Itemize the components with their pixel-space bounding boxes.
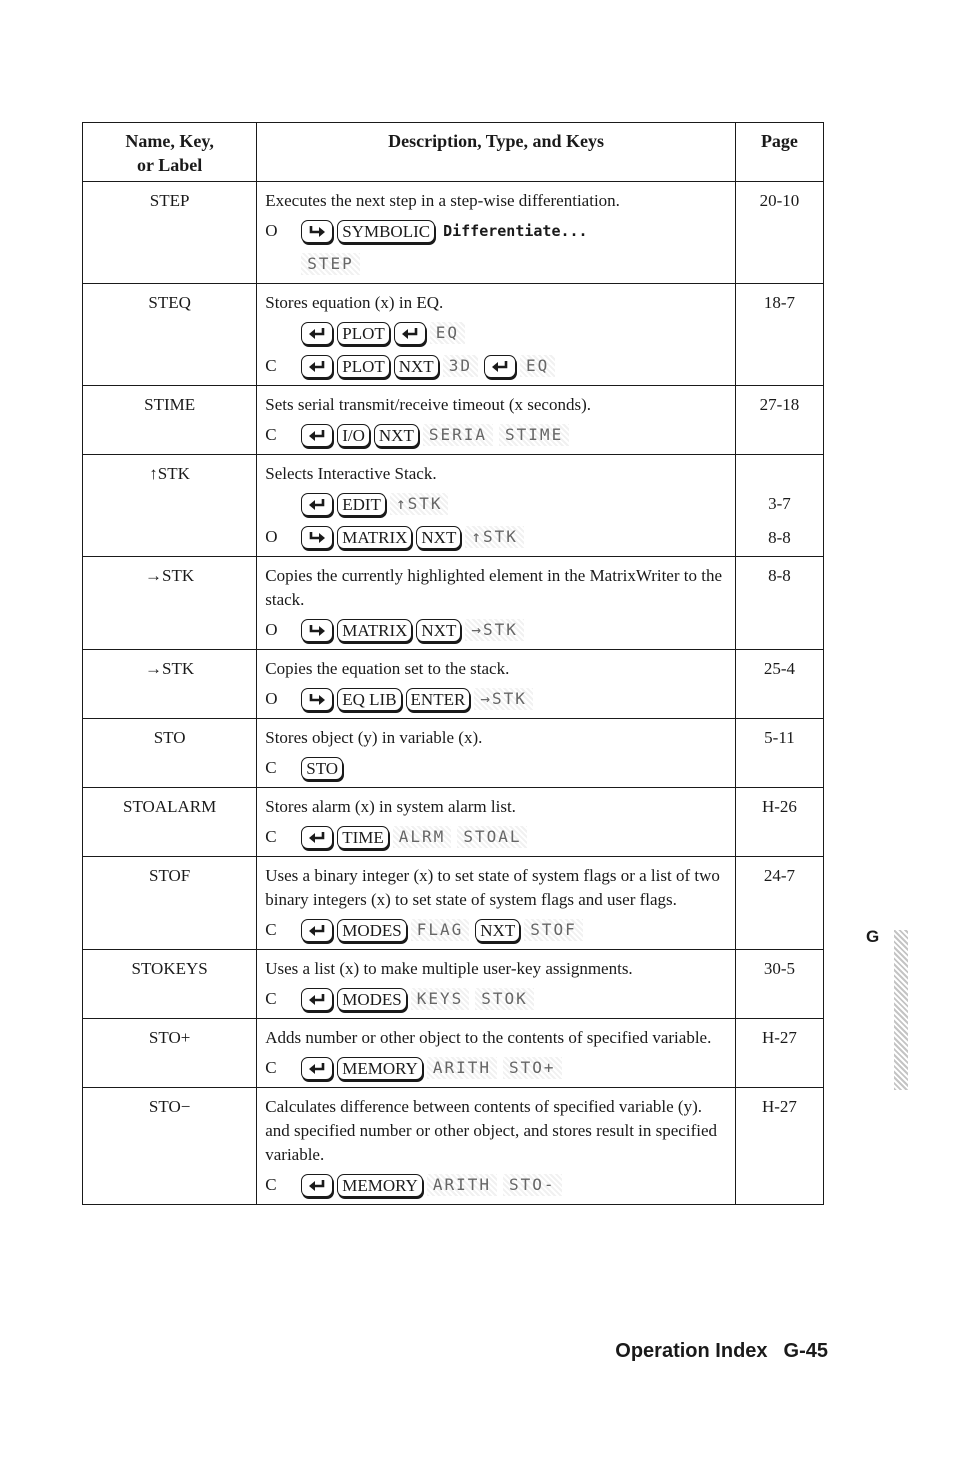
- row-page-cell: [735, 650, 823, 719]
- menu-label: STO+: [503, 1057, 562, 1079]
- keystroke-sequence: [265, 615, 727, 645]
- row-description: Stores equation (x) in EQ.: [265, 293, 444, 312]
- row-description: Uses a list (x) to make multiple user-key assignments.: [265, 959, 633, 978]
- row-description-cell: [257, 1019, 736, 1088]
- menu-label: ARITH: [427, 1057, 497, 1079]
- menu-label: KEYS: [411, 988, 470, 1010]
- keystroke-sequence: [265, 216, 727, 246]
- row-description-cell: [257, 650, 736, 719]
- table-row: [83, 455, 824, 557]
- row-description-cell: [257, 857, 736, 950]
- menu-label: STOAL: [457, 826, 527, 848]
- row-page-cell: [735, 719, 823, 788]
- keystroke-sequence: [265, 684, 727, 714]
- row-page-ref: H-27: [761, 1097, 797, 1116]
- row-page-ref: H-26: [761, 797, 797, 816]
- operation-type: O: [265, 527, 278, 546]
- page-footer: [600, 1340, 828, 1363]
- calculator-key: NXT: [475, 919, 520, 942]
- row-name: →STK: [83, 650, 257, 719]
- row-page-ref: 5-11: [764, 728, 795, 747]
- keystroke-sequence: [265, 984, 727, 1014]
- keystroke-sequence: [265, 822, 727, 852]
- row-page-ref: [736, 462, 823, 486]
- row-name: STEP: [83, 182, 257, 284]
- calculator-key: EDIT: [337, 493, 386, 516]
- footer-page-number: G-45: [783, 1340, 828, 1362]
- row-page-ref: 25-4: [763, 659, 796, 678]
- row-name: STOALARM: [83, 788, 257, 857]
- row-description-cell: [257, 455, 736, 557]
- row-page-ref: 24-7: [763, 866, 796, 885]
- keystroke-sequence: [265, 1170, 727, 1200]
- row-page-cell: [735, 557, 823, 650]
- row-page-cell: [735, 1019, 823, 1088]
- row-description: Uses a binary integer (x) to set state of system flags or a list of two binary integers (x) to set state of system flags and user flags.: [265, 866, 720, 909]
- table-row: [83, 182, 824, 284]
- calculator-key: MEMORY: [337, 1174, 423, 1197]
- right-shift-key-icon: [301, 220, 333, 243]
- row-description: Calculates difference between contents of specified variable (y). and specified number or other object, and stores result in specified variable.: [265, 1097, 718, 1164]
- operation-type: O: [265, 221, 278, 240]
- table-row: [83, 788, 824, 857]
- row-page-ref: 8-8: [768, 566, 791, 585]
- calculator-key: PLOT: [337, 355, 390, 378]
- operation-type: C: [265, 1058, 277, 1077]
- keystroke-sequence: [265, 915, 727, 945]
- calculator-key: TIME: [337, 826, 389, 849]
- row-description-cell: [257, 284, 736, 386]
- menu-label: ALRM: [393, 826, 452, 848]
- table-header-row: [83, 123, 824, 182]
- menu-label: STEP: [301, 253, 360, 275]
- operation-index-table: [82, 122, 824, 1205]
- calculator-key: NXT: [416, 526, 461, 549]
- operation-type: O: [265, 620, 278, 639]
- table-row: [83, 284, 824, 386]
- row-description: Copies the equation set to the stack.: [265, 659, 510, 678]
- calculator-key: NXT: [374, 424, 419, 447]
- left-shift-key-icon: [301, 355, 333, 378]
- command-literal: Differentiate...: [443, 222, 588, 240]
- row-page-cell: [735, 857, 823, 950]
- calculator-key: MODES: [337, 919, 407, 942]
- table-row: [83, 950, 824, 1019]
- right-shift-key-icon: [301, 619, 333, 642]
- row-description-cell: [257, 788, 736, 857]
- operation-type: C: [265, 356, 277, 375]
- menu-label: STOF: [524, 919, 583, 941]
- left-shift-key-icon: [301, 322, 333, 345]
- row-page-cell: [735, 788, 823, 857]
- row-description: Selects Interactive Stack.: [265, 464, 437, 483]
- menu-label: 3D: [443, 355, 478, 377]
- row-description: Stores object (y) in variable (x).: [265, 728, 483, 747]
- row-description-cell: [257, 182, 736, 284]
- operation-type: C: [265, 425, 277, 444]
- row-description: Copies the currently highlighted element in the MatrixWriter to the stack.: [265, 566, 723, 609]
- row-page-cell: [735, 950, 823, 1019]
- menu-label: SERIA: [423, 424, 493, 446]
- keystroke-sequence: [265, 351, 727, 381]
- left-shift-key-icon: [394, 322, 426, 345]
- menu-label: EQ: [430, 322, 465, 344]
- row-description-cell: [257, 386, 736, 455]
- calculator-key: EQ LIB: [337, 688, 401, 711]
- keystroke-sequence: [265, 249, 727, 279]
- keystroke-sequence: [265, 420, 727, 450]
- row-name: ↑STK: [83, 455, 257, 557]
- row-page-ref: 27-18: [759, 395, 800, 414]
- row-name: STEQ: [83, 284, 257, 386]
- row-description: Sets serial transmit/receive timeout (x seconds).: [265, 395, 591, 414]
- row-page-ref: 3-7: [768, 494, 791, 513]
- footer-title: Operation Index: [615, 1340, 768, 1362]
- keystroke-sequence: [265, 1053, 727, 1083]
- row-description-cell: [257, 557, 736, 650]
- row-description-cell: [257, 1088, 736, 1205]
- keystroke-sequence: [265, 489, 727, 519]
- menu-label: →STK: [465, 619, 524, 641]
- row-page-ref: 18-7: [763, 293, 796, 312]
- operation-type: C: [265, 920, 277, 939]
- menu-label: EQ: [520, 355, 555, 377]
- row-name: STO: [83, 719, 257, 788]
- row-page-cell: [735, 455, 823, 557]
- menu-label: FLAG: [411, 919, 470, 941]
- keystroke-sequence: [265, 753, 727, 783]
- table-row: [83, 1019, 824, 1088]
- calculator-key: STO: [301, 757, 343, 780]
- table-row: [83, 1088, 824, 1205]
- menu-label: ↑STK: [465, 526, 524, 548]
- right-shift-key-icon: [301, 526, 333, 549]
- calculator-key: MEMORY: [337, 1057, 423, 1080]
- left-shift-key-icon: [484, 355, 516, 378]
- row-page-ref: 30-5: [763, 959, 796, 978]
- row-description-cell: [257, 950, 736, 1019]
- row-description: Adds number or other object to the contents of specified variable.: [265, 1028, 712, 1047]
- calculator-key: ENTER: [406, 688, 471, 711]
- left-shift-key-icon: [301, 919, 333, 942]
- row-page-ref: H-27: [761, 1028, 797, 1047]
- row-page-ref: 20-10: [759, 191, 800, 210]
- row-name: STOKEYS: [83, 950, 257, 1019]
- left-shift-key-icon: [301, 493, 333, 516]
- calculator-key: MATRIX: [337, 526, 412, 549]
- row-name: STO−: [83, 1088, 257, 1205]
- right-shift-key-icon: [301, 688, 333, 711]
- calculator-key: MATRIX: [337, 619, 412, 642]
- row-page-cell: [735, 284, 823, 386]
- header-description: Description, Type, and Keys: [257, 123, 736, 182]
- operation-type: C: [265, 1175, 277, 1194]
- menu-label: →STK: [474, 688, 533, 710]
- menu-label: STOK: [475, 988, 534, 1010]
- header-page: Page: [735, 123, 823, 182]
- menu-label: ↑STK: [390, 493, 449, 515]
- row-description: Stores alarm (x) in system alarm list.: [265, 797, 516, 816]
- section-tab-letter: G: [866, 927, 880, 946]
- keystroke-sequence: [265, 318, 727, 348]
- row-description-cell: [257, 719, 736, 788]
- menu-label: STIME: [499, 424, 569, 446]
- left-shift-key-icon: [301, 424, 333, 447]
- row-description: Executes the next step in a step-wise differentiation.: [265, 191, 620, 210]
- calculator-key: PLOT: [337, 322, 390, 345]
- section-tab-marker: [894, 930, 908, 1090]
- table-row: [83, 557, 824, 650]
- left-shift-key-icon: [301, 1174, 333, 1197]
- table-row: [83, 719, 824, 788]
- operation-type: O: [265, 689, 278, 708]
- row-name: STO+: [83, 1019, 257, 1088]
- row-page-cell: [735, 1088, 823, 1205]
- row-page-cell: [735, 182, 823, 284]
- operation-type: C: [265, 989, 277, 1008]
- calculator-key: MODES: [337, 988, 407, 1011]
- operation-type: C: [265, 827, 277, 846]
- calculator-key: I/O: [337, 424, 370, 447]
- table-row: [83, 857, 824, 950]
- keystroke-sequence: [265, 522, 727, 552]
- left-shift-key-icon: [301, 826, 333, 849]
- row-page-cell: [735, 386, 823, 455]
- row-page-ref: 8-8: [768, 528, 791, 547]
- menu-label: ARITH: [427, 1174, 497, 1196]
- calculator-key: SYMBOLIC: [337, 220, 435, 243]
- header-name: Name, Key, or Label: [83, 123, 257, 182]
- row-name: STOF: [83, 857, 257, 950]
- calculator-key: NXT: [394, 355, 439, 378]
- menu-label: STO-: [503, 1174, 562, 1196]
- calculator-key: NXT: [416, 619, 461, 642]
- row-name: →STK: [83, 557, 257, 650]
- row-name: STIME: [83, 386, 257, 455]
- table-row: [83, 650, 824, 719]
- table-body: [83, 182, 824, 1205]
- table-row: [83, 386, 824, 455]
- operation-type: C: [265, 758, 277, 777]
- left-shift-key-icon: [301, 1057, 333, 1080]
- left-shift-key-icon: [301, 988, 333, 1011]
